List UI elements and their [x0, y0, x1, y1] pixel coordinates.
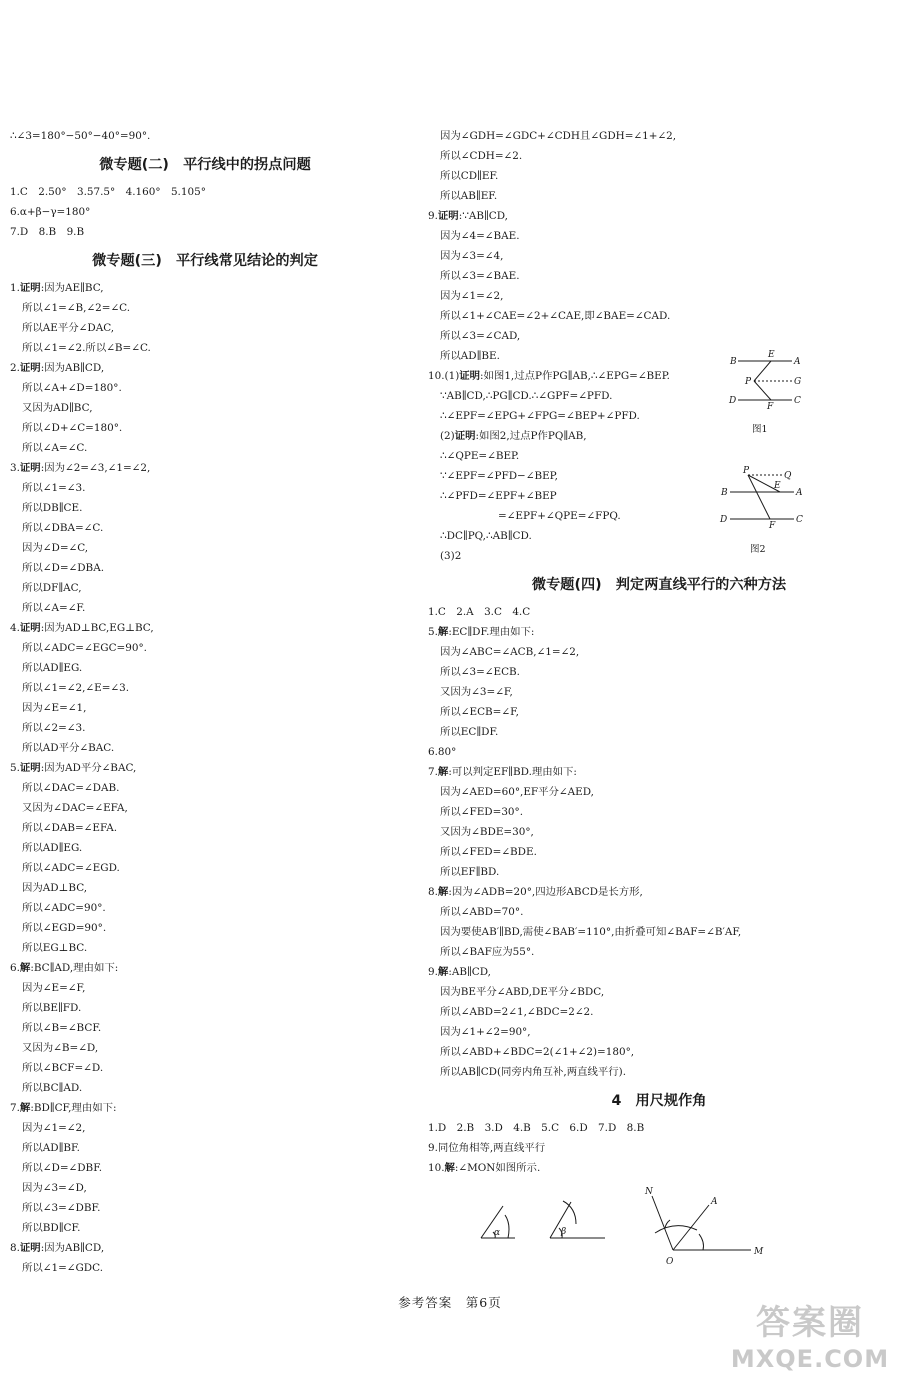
label-b: B: [721, 488, 728, 498]
label-o: O: [666, 1257, 674, 1267]
answer-line: 所以EG⊥BC.: [22, 942, 88, 954]
answer-line: 因为∠GDH=∠GDC+∠CDH且∠GDH=∠1+∠2,: [440, 130, 677, 142]
answer-line: 9.证明:∵AB∥CD,: [428, 210, 508, 222]
construction-arc-1: [655, 1226, 697, 1233]
answer-line: 所以∠CDH=∠2.: [440, 150, 523, 162]
answer-line: 3.证明:因为∠2=∠3,∠1=∠2,: [10, 462, 151, 474]
figure-1-caption: 图1: [752, 424, 768, 435]
answer-line: 所以∠ABD=2∠1,∠BDC=2∠2.: [440, 1006, 594, 1018]
answer-line: 所以∠B=∠BCF.: [22, 1022, 102, 1034]
answer-line: 10.(1)证明:如图1,过点P作PG∥AB,∴∠EPG=∠BEP.: [428, 370, 670, 382]
answer-line: 10.解:∠MON如图所示.: [428, 1162, 541, 1174]
answer-line: 1.C 2.50° 3.57.5° 4.160° 5.105°: [10, 186, 206, 198]
answer-line: 又因为∠DAC=∠EFA,: [22, 802, 128, 814]
answer-line: 所以∠BCF=∠D.: [22, 1062, 104, 1074]
answer-line: 所以∠ABD+∠BDC=2(∠1+∠2)=180°,: [440, 1046, 635, 1058]
label-a: A: [711, 1197, 718, 1207]
answer-line: ∴∠PFD=∠EPF+∠BEP: [440, 490, 557, 502]
section-heading: 4 用尺规作角: [611, 1093, 707, 1109]
answer-line: 因为∠E=∠F,: [22, 982, 86, 994]
answer-line: ∴∠EPF=∠EPG+∠FPG=∠BEP+∠PFD.: [440, 410, 640, 422]
answer-line: 所以∠DAB=∠EFA.: [22, 822, 118, 834]
answer-line: 5.证明:因为AD平分∠BAC,: [10, 762, 137, 774]
label-e: E: [774, 481, 781, 491]
answer-line: 因为∠AED=60°,EF平分∠AED,: [440, 786, 594, 798]
answer-line: 所以EC∥DF.: [440, 726, 499, 738]
page-footer: 参考答案 第6页: [398, 1295, 502, 1310]
answer-line: 因为BE平分∠ABD,DE平分∠BDC,: [440, 986, 605, 998]
watermark-url: MXQE.COM: [730, 1345, 890, 1373]
answer-line: 所以∠ECB=∠F,: [440, 706, 519, 718]
label-e: E: [768, 350, 775, 360]
answer-line: 所以∠3=∠BAE.: [440, 270, 520, 282]
label-g: G: [794, 377, 802, 387]
segment-ep: [754, 361, 771, 381]
answer-line: 所以∠1=∠2.所以∠B=∠C.: [22, 342, 151, 354]
figure-3: [475, 1180, 775, 1270]
label-c: C: [794, 396, 801, 406]
answer-line: 所以∠EGD=90°.: [22, 922, 107, 934]
watermark-logo-text: 答案圈: [756, 1303, 864, 1343]
answer-line: 1.C 2.A 3.C 4.C: [428, 606, 531, 618]
answer-line: 因为∠E=∠1,: [22, 702, 87, 714]
answer-line: 所以EF∥BD.: [440, 866, 500, 878]
label-n: N: [645, 1187, 653, 1197]
label-d: D: [729, 396, 737, 406]
section-heading: 微专题(二) 平行线中的拐点问题: [99, 157, 311, 173]
answer-line: 又因为∠BDE=30°,: [440, 826, 534, 838]
answer-line: 又因为∠B=∠D,: [22, 1042, 99, 1054]
answer-line: 9.解:AB∥CD,: [428, 966, 491, 978]
answer-line: 所以AD∥BF.: [22, 1142, 80, 1154]
answer-line: =∠EPF+∠QPE=∠FPQ.: [498, 510, 621, 522]
answer-line: 因为∠1=∠2,: [22, 1122, 86, 1134]
label-d: D: [720, 515, 728, 525]
label-p: P: [745, 377, 752, 387]
answer-line: 1.D 2.B 3.D 4.B 5.C 6.D 7.D 8.B: [428, 1122, 645, 1134]
answer-line: 因为AD⊥BC,: [22, 882, 88, 894]
left-column: [10, 126, 400, 1278]
segment-pf: [754, 381, 771, 400]
answer-line: 所以∠2=∠3.: [22, 722, 86, 734]
alpha-arc: [505, 1215, 509, 1238]
label-a: A: [796, 488, 803, 498]
answer-line: 4.证明:因为AD⊥BC,EG⊥BC,: [10, 622, 154, 634]
answer-line: 所以∠3=∠CAD,: [440, 330, 521, 342]
answer-line: 所以∠1=∠B,∠2=∠C.: [22, 302, 131, 314]
ray-on: [652, 1196, 673, 1250]
answer-line: 所以∠FED=30°.: [440, 806, 524, 818]
answer-line: 所以∠DAC=∠DAB.: [22, 782, 120, 794]
answer-line: 所以AB∥EF.: [440, 190, 498, 202]
section-heading: 微专题(四) 判定两直线平行的六种方法: [531, 577, 787, 593]
label-beta: β: [561, 1227, 567, 1237]
segment-pf: [748, 475, 770, 519]
answer-line: ∴DC∥PQ,∴AB∥CD.: [440, 530, 532, 542]
answer-line: 1.证明:因为AE∥BC,: [10, 282, 104, 294]
answer-line: 所以AE平分∠DAC,: [22, 322, 115, 334]
answer-line: 5.解:EC∥DF.理由如下:: [428, 626, 535, 638]
answer-line: 所以∠A+∠D=180°.: [22, 382, 122, 394]
answer-line: 所以∠ABD=70°.: [440, 906, 524, 918]
answer-line: 所以∠1+∠CAE=∠2+∠CAE,即∠BAE=∠CAD.: [440, 310, 671, 322]
answer-line: 因为∠3=∠D,: [22, 1182, 87, 1194]
answer-line: 9.同位角相等,两直线平行: [428, 1142, 546, 1154]
label-alpha: α: [494, 1228, 501, 1238]
answer-line: 因为要使AB′∥BD,需使∠BAB′=110°,由折叠可知∠BAF=∠B′AF,: [440, 926, 742, 938]
answer-line: 8.证明:因为AB∥CD,: [10, 1242, 105, 1254]
answer-line: 因为∠D=∠C,: [22, 542, 89, 554]
answer-line: 所以BD∥CF.: [22, 1222, 81, 1234]
answer-line: 因为∠1+∠2=90°,: [440, 1026, 531, 1038]
label-q: Q: [784, 471, 792, 481]
answer-line: 所以∠3=∠ECB.: [440, 666, 520, 678]
answer-line: (3)2: [440, 550, 462, 562]
label-a: A: [794, 357, 801, 367]
figure-2-caption: 图2: [750, 544, 766, 555]
answer-line: 所以∠1=∠2,∠E=∠3.: [22, 682, 130, 694]
answer-line: ∴∠QPE=∠BEP.: [440, 450, 520, 462]
answer-line: 所以∠A=∠C.: [22, 442, 88, 454]
answer-line: (2)证明:如图2,过点P作PQ∥AB,: [440, 430, 587, 442]
answer-line: 所以∠ADC=90°.: [22, 902, 106, 914]
label-b: B: [730, 357, 737, 367]
label-c: C: [796, 515, 803, 525]
answer-line: 所以AD平分∠BAC.: [22, 742, 115, 754]
answer-line: 8.解:因为∠ADB=20°,四边形ABCD是长方形,: [428, 886, 643, 898]
answer-line: ∴∠3=180°−50°−40°=90°.: [10, 130, 151, 142]
answer-line: 因为∠3=∠4,: [440, 250, 504, 262]
answer-line: 所以AD∥BE.: [440, 350, 500, 362]
answer-line: 所以DB∥CE.: [22, 502, 83, 514]
watermark: [725, 1302, 895, 1374]
figure-2: [718, 466, 812, 558]
answer-line: 6.α+β−γ=180°: [10, 206, 91, 218]
answer-line: 所以∠ADC=∠EGD.: [22, 862, 120, 874]
answer-line: ∵∠EPF=∠PFD−∠BEP,: [440, 470, 558, 482]
answer-line: 所以∠ADC=∠EGC=90°.: [22, 642, 147, 654]
answer-line: 所以∠1=∠GDC.: [22, 1262, 104, 1274]
answer-line: 因为∠ABC=∠ACB,∠1=∠2,: [440, 646, 580, 658]
figure-1: [728, 350, 808, 436]
answer-line: 6.解:BC∥AD,理由如下:: [10, 962, 119, 974]
answer-line: 所以CD∥EF.: [440, 170, 499, 182]
label-p: P: [743, 466, 750, 476]
answer-line: 所以AD∥EG.: [22, 662, 83, 674]
label-m: M: [754, 1247, 764, 1257]
answer-line: 7.D 8.B 9.B: [10, 226, 85, 238]
answer-line: 6.80°: [428, 746, 457, 758]
answer-line: 因为∠1=∠2,: [440, 290, 504, 302]
answer-line: 7.解:可以判定EF∥BD.理由如下:: [428, 766, 577, 778]
answer-line: 因为∠4=∠BAE.: [440, 230, 520, 242]
construction-arc-2: [699, 1234, 704, 1250]
right-column: [428, 126, 890, 1178]
section-heading: 微专题(三) 平行线常见结论的判定: [92, 253, 318, 269]
answer-line: 所以AD∥EG.: [22, 842, 83, 854]
answer-line: 所以∠3=∠DBF.: [22, 1202, 101, 1214]
answer-line: 所以∠1=∠3.: [22, 482, 86, 494]
answer-line: 又因为∠3=∠F,: [440, 686, 513, 698]
answer-line: 又因为AD∥BC,: [22, 402, 93, 414]
answer-line: 2.证明:因为AB∥CD,: [10, 362, 105, 374]
answer-line: 所以DF∥AC,: [22, 582, 82, 594]
answer-line: 所以∠D=∠DBF.: [22, 1162, 103, 1174]
answer-line: 所以∠D=∠DBA.: [22, 562, 105, 574]
answer-line: 所以∠BAF应为55°.: [440, 946, 535, 958]
answer-line: ∵AB∥CD,∴PG∥CD.∴∠GPF=∠PFD.: [440, 390, 613, 402]
answer-line: 所以AB∥CD(同旁内角互补,两直线平行).: [440, 1066, 627, 1078]
label-f: F: [769, 521, 776, 531]
answer-line: 所以∠FED=∠BDE.: [440, 846, 537, 858]
label-f: F: [767, 402, 774, 412]
answer-line: 7.解:BD∥CF,理由如下:: [10, 1102, 117, 1114]
answer-line: 所以∠D+∠C=180°.: [22, 422, 123, 434]
answer-line: 所以∠DBA=∠C.: [22, 522, 104, 534]
answer-line: 所以∠A=∠F.: [22, 602, 86, 614]
answer-line: 所以BC∥AD.: [22, 1082, 83, 1094]
answer-line: 所以BE∥FD.: [22, 1002, 82, 1014]
